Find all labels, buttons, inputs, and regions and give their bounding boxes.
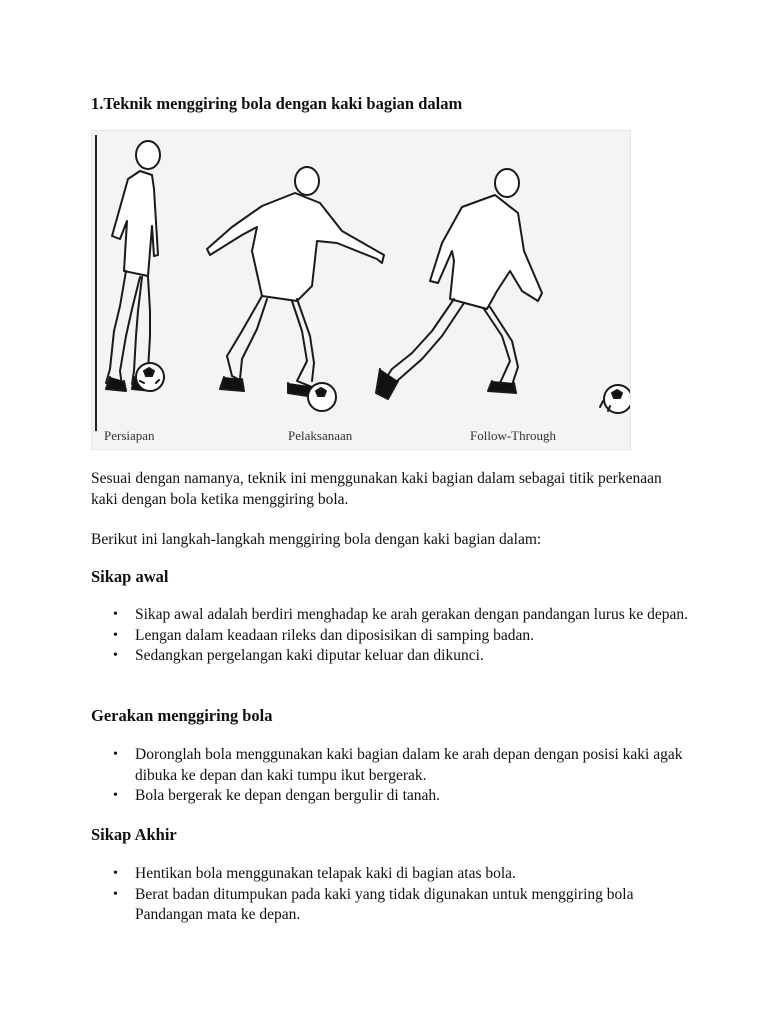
list-item: • Sedangkan pergelangan kaki diputar keluar dan dikunci.	[91, 646, 691, 667]
player-figure-execution	[207, 167, 384, 411]
list-item: • Bola bergerak ke depan dengan bergulir di tanah.	[91, 786, 691, 807]
section-title: 1.Teknik menggiring bola dengan kaki bagian dalam	[91, 94, 463, 113]
list-item: • Lengan dalam keadaan rileks dan diposisikan di samping badan.	[91, 626, 691, 647]
intro-paragraph: Sesuai dengan namanya, teknik ini menggunakan kaki bagian dalam sebagai titik perkenaan kaki dengan bola ketika menggiring bola.	[91, 470, 662, 508]
figure-label-preparation: Persiapan	[104, 428, 155, 443]
list-item: • Sikap awal adalah berdiri menghadap ke arah gerakan dengan pandangan lurus ke depan.	[91, 605, 691, 626]
steps-intro-paragraph: Berikut ini langkah-langkah menggiring bola dengan kaki bagian dalam:	[91, 531, 542, 548]
dribbling-illustration	[91, 130, 631, 450]
player-figure-preparation	[106, 141, 164, 391]
section-heading-dribbling-motion: Gerakan menggiring bola	[91, 706, 273, 725]
dribbling-motion-list	[91, 745, 691, 807]
dribbling-drawing	[92, 131, 631, 450]
section-heading-initial-stance: Sikap awal	[91, 567, 169, 586]
list-item: • Doronglah bola menggunakan kaki bagian dalam ke arah depan dengan posisi kaki agak dibuka ke depan dan kaki tumpu ikut bergerak.	[91, 745, 691, 786]
player-figure-follow-through	[376, 169, 631, 413]
figure-label-execution: Pelaksanaan	[288, 428, 353, 443]
initial-stance-list	[91, 605, 691, 667]
section-heading-final-stance: Sikap Akhir	[91, 825, 177, 844]
figure-label-follow-through: Follow-Through	[470, 428, 556, 443]
list-item: • Hentikan bola menggunakan telapak kaki di bagian atas bola.	[91, 864, 691, 885]
final-stance-list	[91, 864, 691, 926]
list-item: • Berat badan ditumpukan pada kaki yang tidak digunakan untuk menggiring bola Pandangan mata ke depan.	[91, 885, 691, 926]
